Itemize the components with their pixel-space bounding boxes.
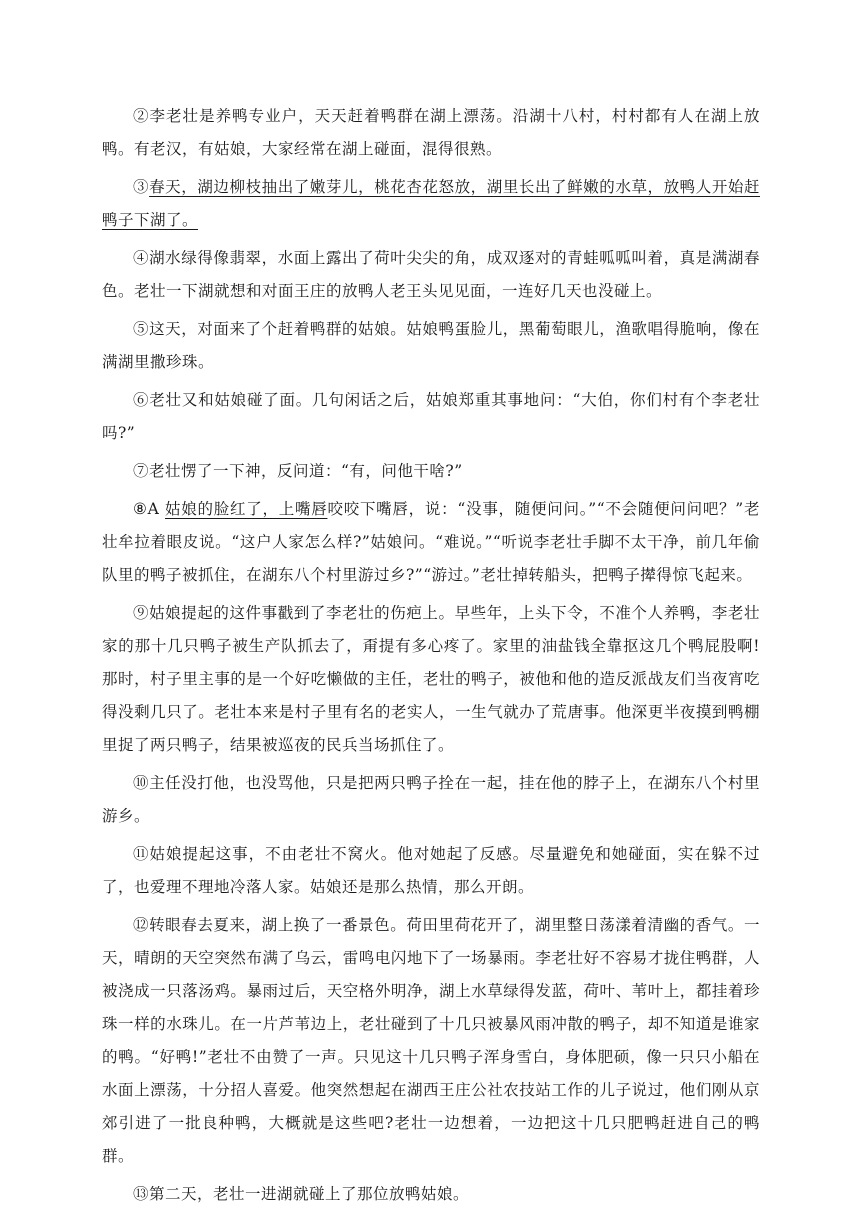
document-page xyxy=(102,100,760,1216)
paragraph-8 xyxy=(102,493,760,592)
paragraph-10: ⑩主任没打他，也没骂他，只是把两只鸭子拴在一起，挂在他的脖子上，在湖东八个村里游乡。 xyxy=(102,774,760,825)
paragraph-11: ⑪姑娘提起这事，不由老壮不窝火。他对她起了反感。尽量避免和她碰面，实在躲不过了，也爱理不理地冷落人家。姑娘还是那么热情，那么开朗。 xyxy=(102,845,760,896)
paragraph-2: ②李老壮是养鸭专业户，天天赶着鸭群在湖上漂荡。沿湖十八村，村村都有人在湖上放鸭。有老汉，有姑娘，大家经常在湖上碰面，混得很熟。 xyxy=(102,107,760,158)
paragraph-13: ⑬第二天，老壮一进湖就碰上了那位放鸭姑娘。 xyxy=(133,1185,470,1203)
paragraph-8-underlined-text: 姑娘的脸红了，上嘴唇 xyxy=(165,500,328,518)
paragraph-3-underlined-text: 春天，湖边柳枝抽出了嫩芽儿，桃花杏花怒放，湖里长出了鲜嫩的水草，放鸭人开始赶鸭子下湖了。 xyxy=(102,178,760,229)
paragraph-9: ⑨姑娘提起的这件事戳到了李老壮的伤疤上。早些年，上头下令，不准个人养鸭，李老壮家的那十几只鸭子被生产队抓去了，甭提有多心疼了。家里的油盐钱全靠抠这几个鸭屁股啊!那时，村子里主事的是一个好吃懒做的主任，老壮的鸭子，被他和他的造反派战友们当夜宵吃得没剩几只了。老壮本来是村子里有名的老实人，一生气就办了荒唐事。他深更半夜摸到鸭棚里捉了两只鸭子，结果被巡夜的民兵当场抓住了。 xyxy=(102,604,760,754)
paragraph-8-number: ⑧A xyxy=(133,500,166,518)
paragraph-6: ⑥老壮又和姑娘碰了面。几句闲话之后，姑娘郑重其事地问：“大伯，你们村有个李老壮吗?” xyxy=(102,391,760,442)
paragraph-3 xyxy=(102,171,760,237)
paragraph-4: ④湖水绿得像翡翠，水面上露出了荷叶尖尖的角，成双逐对的青蛙呱呱叫着，真是满湖春色。老壮一下湖就想和对面王庄的放鸭人老王头见见面，一连好几天也没碰上。 xyxy=(102,249,760,300)
paragraph-5: ⑤这天，对面来了个赶着鸭群的姑娘。姑娘鸭蛋脸儿，黑葡萄眼儿，渔歌唱得脆响，像在满湖里撒珍珠。 xyxy=(102,320,760,371)
paragraph-7: ⑦老壮愣了一下神，反问道：“有，问他干啥?” xyxy=(133,462,463,480)
paragraph-8-text: 咬咬下嘴唇，说：“没事，随便问问。”“不会随便问问吧？”老壮牟拉着眼皮说。“这户人家怎么样?”姑娘问。“难说。”“听说李老壮手脚不太干净，前几年偷队里的鸭子被抓住，在湖东八个村里游过乡?”“游过。”老壮掉转船头，把鸭子撵得惊飞起来。 xyxy=(102,500,760,584)
paragraph-3-number: ③ xyxy=(133,178,150,196)
paragraph-12: ⑫转眼春去夏来，湖上换了一番景色。荷田里荷花开了，湖里整日荡漾着清幽的香气。一天，晴朗的天空突然布满了乌云，雷鸣电闪地下了一场暴雨。李老壮好不容易才拢住鸭群，人被浇成一只落汤鸡。暴雨过后，天空格外明净，湖上水草绿得发蓝，荷叶、苇叶上，都挂着珍珠一样的水珠儿。在一片芦苇边上，老壮碰到了十几只被暴风雨冲散的鸭子，却不知道是谁家的鸭。“好鸭!”老壮不由赞了一声。只见这十几只鸭子浑身雪白，身体肥硕，像一只只小船在水面上漂荡，十分招人喜爱。他突然想起在湖西王庄公社农技站工作的儿子说过，他们刚从京郊引进了一批良种鸭，大概就是这些吧?老壮一边想着，一边把这十几只肥鸭赶进自己的鸭群。 xyxy=(102,916,760,1165)
